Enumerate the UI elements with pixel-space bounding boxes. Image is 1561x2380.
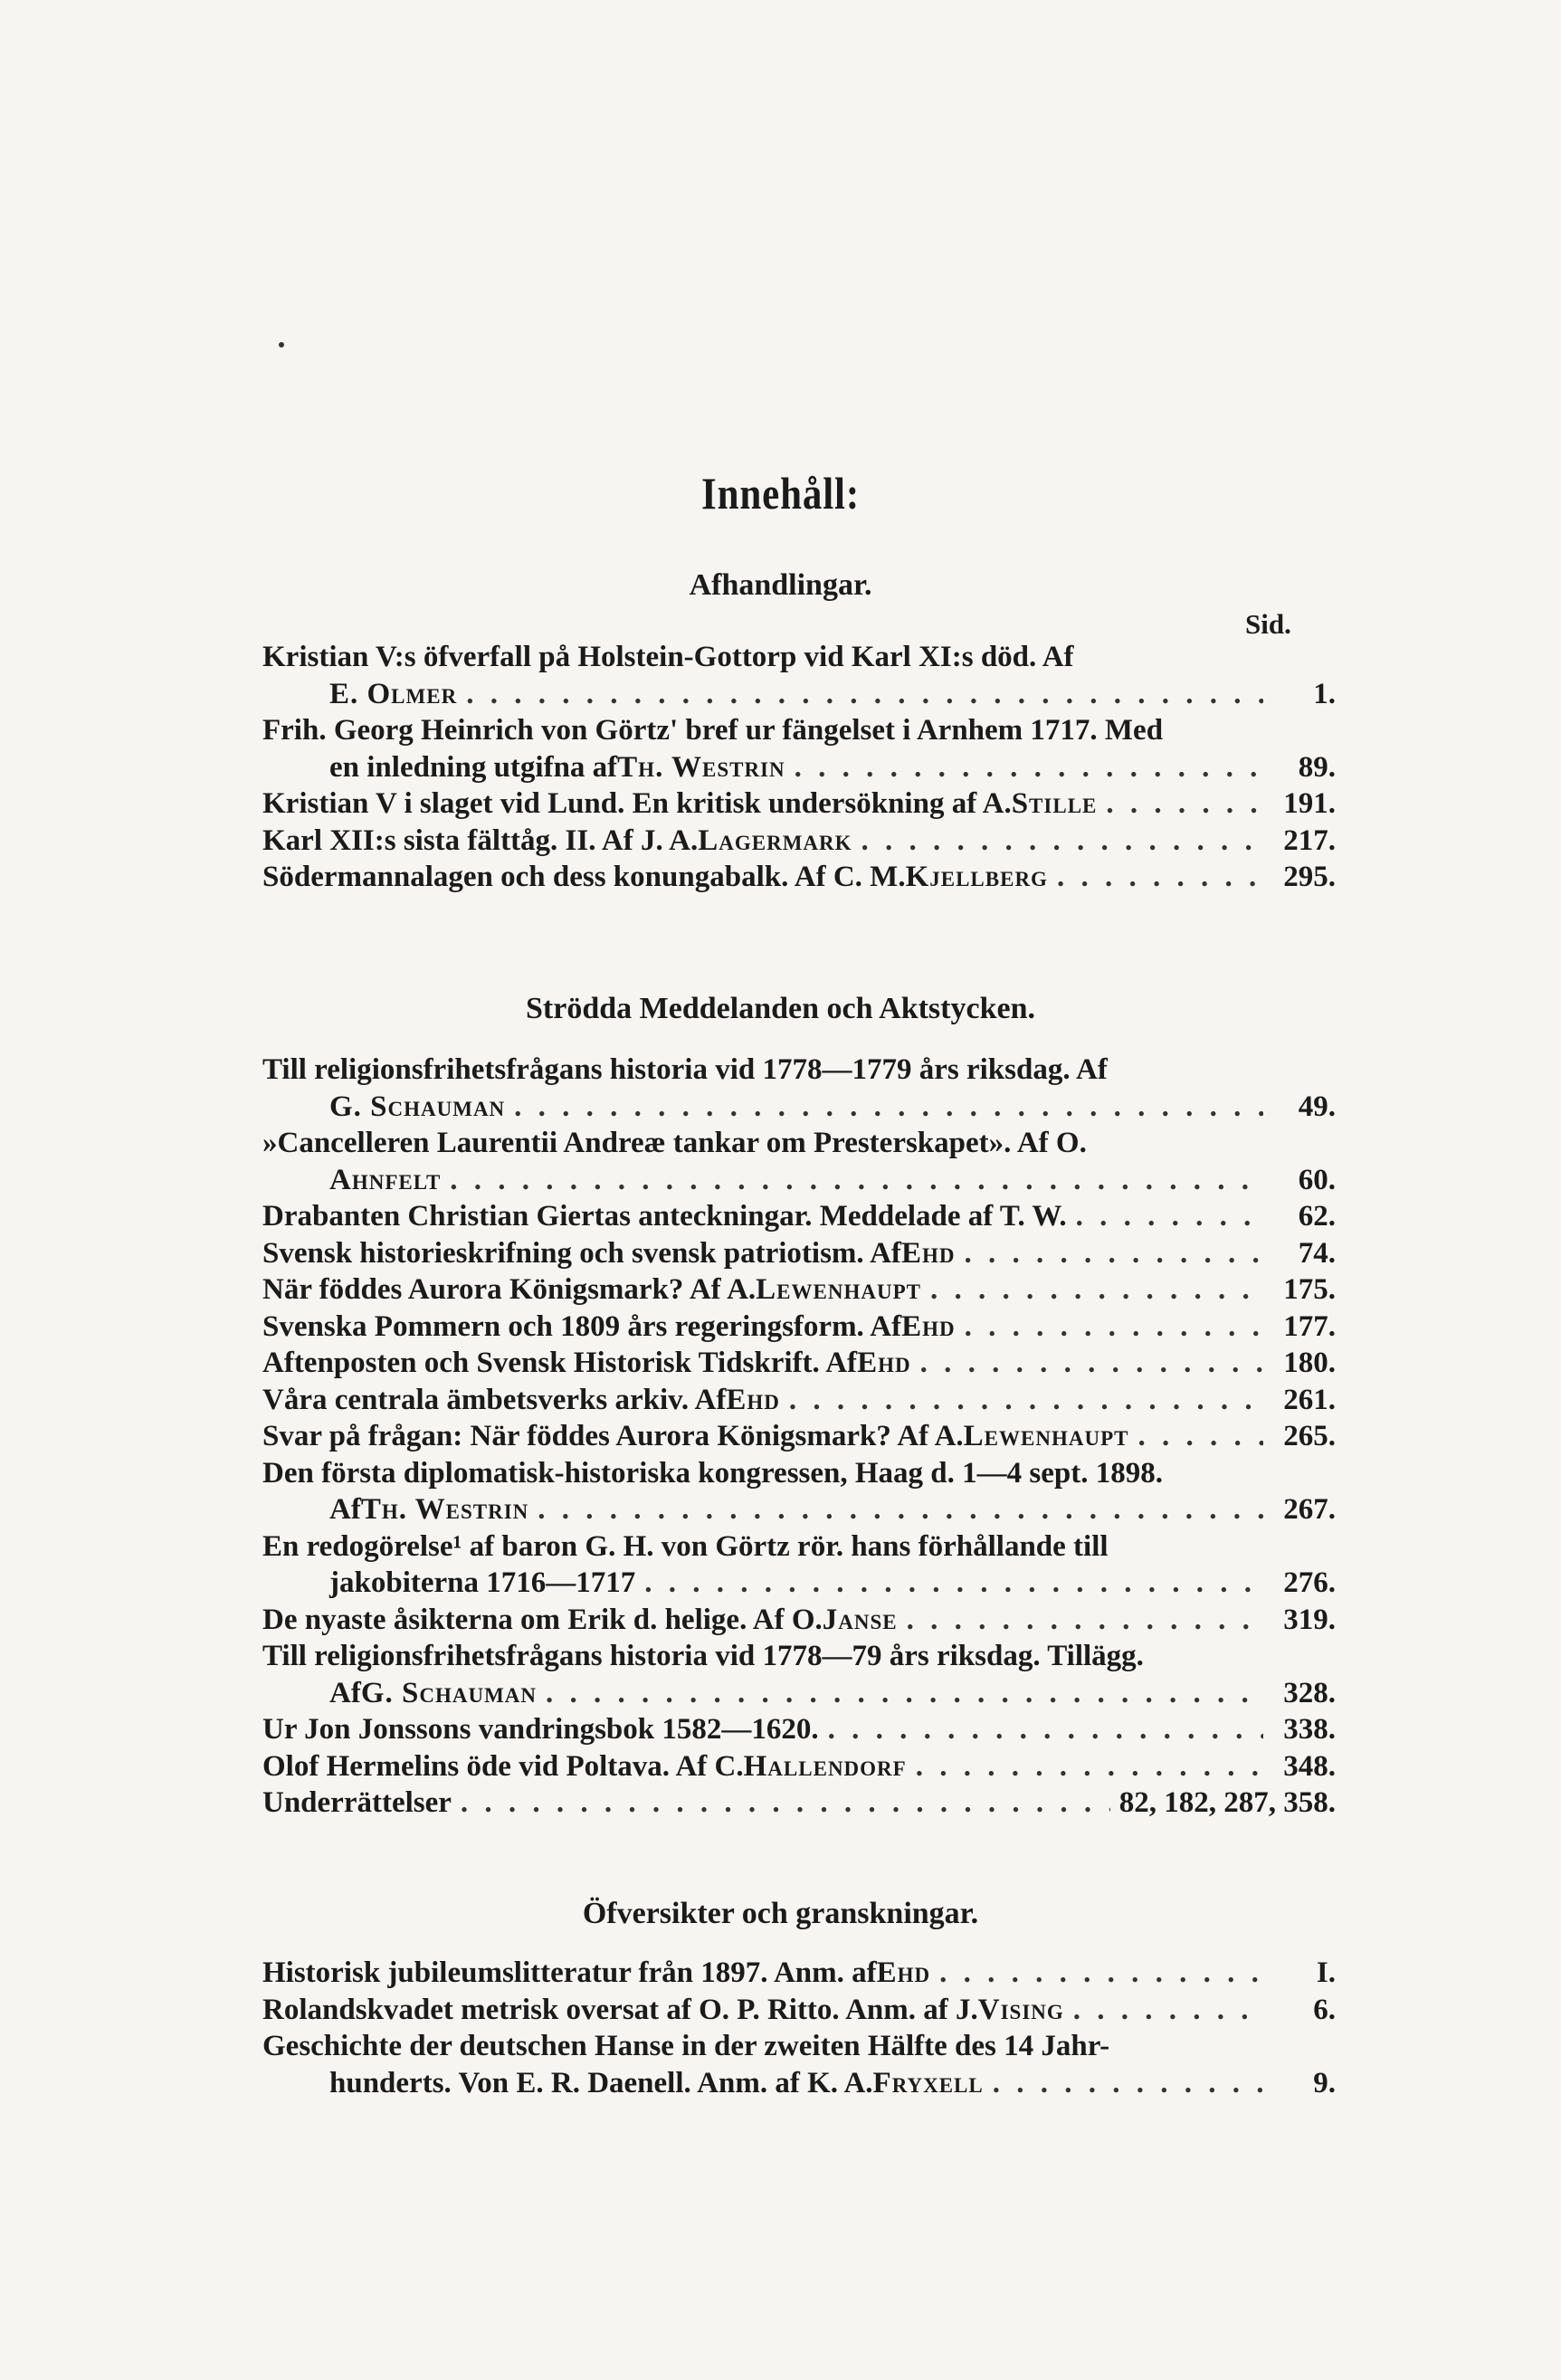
section-heading-strodda: Strödda Meddelanden och Aktstycken. [526, 992, 1035, 1025]
entry-last-line [262, 1748, 1336, 1785]
entry-author: Vising [977, 1993, 1064, 2026]
entry-last-line [262, 785, 1336, 823]
dot-leader [461, 1785, 1110, 1822]
entry-author: Ehd [857, 1347, 911, 1379]
entry-last-line [262, 1785, 1336, 1822]
entry-page-number: 9. [1313, 2066, 1336, 2099]
entry-last-line [262, 1675, 1336, 1712]
section-heading-afhandlingar: Afhandlingar. [689, 568, 872, 602]
toc-entry[interactable] [262, 785, 1336, 823]
entry-title-text: Historisk jubileumslitteratur från 1897. Anm. af [262, 1956, 877, 1989]
entry-title-text: Af [329, 1676, 361, 1709]
entry-last-line [262, 2065, 1336, 2102]
dot-leader [546, 1675, 1263, 1712]
entry-title-line: Frih. Georg Heinrich von Görtz' bref ur fängelset i Arnhem 1717. Med [262, 714, 1164, 747]
dot-leader [916, 1748, 1263, 1785]
entry-last-line [262, 859, 1336, 896]
entry-title-text: Svensk historieskrifning och svensk patriotism. Af [262, 1236, 901, 1270]
entry-title-text: Olof Hermelins öde vid Poltava. Af C. [262, 1749, 744, 1783]
dot-leader [1076, 1198, 1263, 1235]
entry-title-line: »Cancelleren Laurentii Andreæ tankar om Presterskapet». Af O. [262, 1127, 1087, 1159]
entry-page-number: 276. [1283, 1566, 1336, 1599]
toc-entry[interactable] [262, 1271, 1336, 1309]
dot-leader [930, 1271, 1263, 1309]
entry-author: E. Olmer [329, 677, 458, 710]
entry-author: Hallendorf [743, 1749, 907, 1783]
entry-last-line [262, 1271, 1336, 1309]
entry-page-number: 1. [1313, 677, 1336, 710]
entry-author: Janse [822, 1603, 898, 1636]
entry-author: Kjellberg [905, 861, 1048, 893]
toc-entry[interactable] [262, 712, 1336, 785]
entry-page-number: 6. [1313, 1993, 1336, 2026]
entry-last-line [262, 1602, 1336, 1639]
toc-list-afhandlingar [262, 639, 1336, 896]
entry-author: Th. Westrin [360, 1493, 529, 1526]
entry-last-line [262, 1382, 1336, 1419]
dot-leader [450, 1162, 1263, 1199]
entry-title-text: Drabanten Christian Giertas anteckningar. Meddelade af T. W. [262, 1200, 1067, 1233]
entry-author: Lewenhaupt [963, 1420, 1129, 1452]
entry-author: Lewenhaupt [756, 1273, 921, 1306]
toc-entry[interactable] [262, 1711, 1336, 1748]
entry-title-text: När föddes Aurora Königsmark? Af A. [262, 1273, 757, 1306]
entry-last-line [262, 1345, 1336, 1382]
dot-leader [939, 1955, 1263, 1992]
entry-title-text: hunderts. Von E. R. Daenell. Anm. af K. A. [329, 2066, 873, 2099]
entry-title-text: Underrättelser [262, 1786, 452, 1819]
entry-last-line [262, 1418, 1336, 1455]
entry-last-line [262, 1309, 1336, 1346]
dot-leader [861, 823, 1263, 860]
entry-last-line [262, 1491, 1336, 1528]
dot-leader [907, 1602, 1263, 1639]
entry-page-number: 295. [1283, 861, 1336, 893]
toc-entry[interactable] [262, 1382, 1336, 1419]
entry-author: Ehd [726, 1383, 780, 1416]
entry-last-line [262, 1955, 1336, 1992]
entry-author: Stille [1011, 787, 1098, 820]
dot-leader [1137, 1418, 1263, 1455]
page-title: Innehåll: [700, 468, 861, 519]
section-heading-ofversikter: Öfversikter och granskningar. [582, 1897, 979, 1930]
entry-title-text: Södermannalagen och dess konungabalk. Af C. M. [262, 861, 906, 893]
entry-page-number: 49. [1298, 1090, 1336, 1123]
entry-title-text: Svenska Pommern och 1809 års regeringsform. Af [262, 1309, 902, 1343]
entry-title-text: en inledning utgifna af [329, 750, 618, 784]
dot-leader [1073, 1992, 1263, 2029]
entry-title-text: Kristian V i slaget vid Lund. En kritisk undersökning af A. [262, 787, 1012, 820]
entry-page-number: 82, 182, 287, 358. [1118, 1786, 1336, 1819]
entry-title-line: Kristian V:s öfverfall på Holstein-Gottorp vid Karl XI:s död. Af [262, 641, 1074, 673]
dot-leader [920, 1345, 1263, 1382]
entry-last-line [262, 1162, 1336, 1199]
dot-leader [514, 1089, 1263, 1126]
entry-last-line [262, 1565, 1336, 1602]
entry-page-number: 177. [1283, 1309, 1336, 1343]
entry-title-text: Rolandskvadet metrisk oversat af O. P. Ritto. Anm. af J. [262, 1993, 978, 2026]
entry-title-text: De nyaste åsikterna om Erik d. helige. Af O. [262, 1603, 823, 1636]
entry-title-text: Af [329, 1493, 361, 1526]
toc-entry[interactable] [262, 1235, 1336, 1272]
entry-page-number: 348. [1283, 1749, 1336, 1783]
entry-author: Ehd [900, 1236, 956, 1270]
entry-last-line [262, 1089, 1336, 1126]
entry-title-text: Ur Jon Jonssons vandringsbok 1582—1620. [262, 1713, 819, 1746]
toc-entry[interactable] [262, 1748, 1336, 1785]
dot-leader [795, 749, 1263, 786]
entry-last-line [262, 823, 1336, 860]
entry-page-number: 175. [1283, 1273, 1336, 1306]
toc-entry[interactable] [262, 1638, 1336, 1711]
entry-title-text: Våra centrala ämbetsverks arkiv. Af [262, 1383, 727, 1416]
dot-leader [644, 1565, 1263, 1602]
toc-list-strodda [262, 1052, 1336, 1822]
toc-list-ofversikter [262, 1955, 1336, 2101]
entry-page-number: 89. [1298, 750, 1336, 784]
page-column-label: Sid. [1245, 608, 1291, 640]
toc-entry[interactable] [262, 823, 1336, 860]
entry-page-number: 267. [1283, 1493, 1336, 1526]
entry-last-line [262, 1198, 1336, 1235]
toc-entry[interactable] [262, 859, 1336, 896]
toc-entry[interactable] [262, 2028, 1336, 2101]
toc-entry[interactable] [262, 1992, 1336, 2029]
entry-title-line: En redogörelse¹ af baron G. H. von Görtz rör. hans förhållande till [262, 1529, 1109, 1563]
toc-entry[interactable] [262, 1602, 1336, 1639]
entry-last-line [262, 749, 1336, 786]
dot-leader [466, 676, 1263, 713]
entry-title-line: Till religionsfrihetsfrågans historia vid 1778—79 års riksdag. Tillägg. [262, 1640, 1144, 1672]
entry-page-number: I. [1316, 1956, 1336, 1989]
entry-title-line: Till religionsfrihetsfrågans historia vid 1778—1779 års riksdag. Af [262, 1053, 1108, 1086]
entry-last-line [262, 1235, 1336, 1272]
toc-entry[interactable] [262, 1309, 1336, 1346]
entry-page-number: 62. [1298, 1200, 1336, 1233]
entry-author: G. Schauman [360, 1676, 537, 1709]
dot-leader [1106, 785, 1263, 823]
entry-last-line [262, 1711, 1336, 1748]
entry-title-text: jakobiterna 1716—1717 [329, 1566, 636, 1599]
entry-page-number: 328. [1283, 1676, 1336, 1709]
toc-entry[interactable] [262, 1052, 1336, 1125]
dot-leader [789, 1382, 1263, 1419]
entry-last-line [262, 1992, 1336, 2029]
dot-leader [828, 1711, 1263, 1748]
entry-page-number: 319. [1283, 1603, 1336, 1636]
toc-entry[interactable] [262, 1345, 1336, 1382]
toc-entry[interactable] [262, 1785, 1336, 1822]
dot-leader [964, 1235, 1263, 1272]
entry-author: Ahnfelt [329, 1163, 442, 1196]
entry-author: G. Schauman [329, 1090, 506, 1123]
entry-title-text: Aftenposten och Svensk Historisk Tidskrift. Af [262, 1347, 858, 1379]
entry-page-number: 261. [1283, 1383, 1336, 1416]
entry-page-number: 74. [1298, 1236, 1336, 1270]
dot-leader [538, 1491, 1263, 1528]
entry-page-number: 191. [1283, 787, 1336, 820]
dot-leader [1057, 859, 1263, 896]
entry-page-number: 60. [1298, 1163, 1336, 1196]
entry-page-number: 338. [1283, 1713, 1336, 1746]
toc-entry[interactable] [262, 639, 1336, 712]
dot-leader [965, 1309, 1263, 1346]
toc-entry[interactable] [262, 1125, 1336, 1198]
toc-entry[interactable] [262, 1955, 1336, 1992]
entry-title-text: Svar på frågan: När föddes Aurora Königsmark? Af A. [262, 1420, 964, 1452]
entry-author: Ehd [901, 1309, 956, 1343]
entry-page-number: 180. [1283, 1347, 1336, 1379]
dot-leader [993, 2065, 1263, 2102]
entry-title-line: Den första diplomatisk-historiska kongressen, Haag d. 1—4 sept. 1898. [262, 1456, 1163, 1490]
entry-last-line [262, 676, 1336, 713]
entry-title-line: Geschichte der deutschen Hanse in der zweiten Hälfte des 14 Jahr- [262, 2030, 1110, 2062]
entry-title-text: Karl XII:s sista fälttåg. II. Af J. A. [262, 823, 699, 857]
entry-page-number: 265. [1283, 1420, 1336, 1452]
entry-author: Lagermark [698, 823, 852, 857]
toc-entry[interactable] [262, 1455, 1336, 1528]
toc-entry[interactable] [262, 1528, 1336, 1602]
entry-author: Fryxell [872, 2066, 984, 2099]
entry-author: Th. Westrin [617, 750, 785, 784]
entry-author: Ehd [876, 1956, 931, 1989]
stray-ink-dot [279, 342, 284, 347]
entry-page-number: 217. [1283, 823, 1336, 857]
toc-entry[interactable] [262, 1198, 1336, 1235]
toc-entry[interactable] [262, 1418, 1336, 1455]
